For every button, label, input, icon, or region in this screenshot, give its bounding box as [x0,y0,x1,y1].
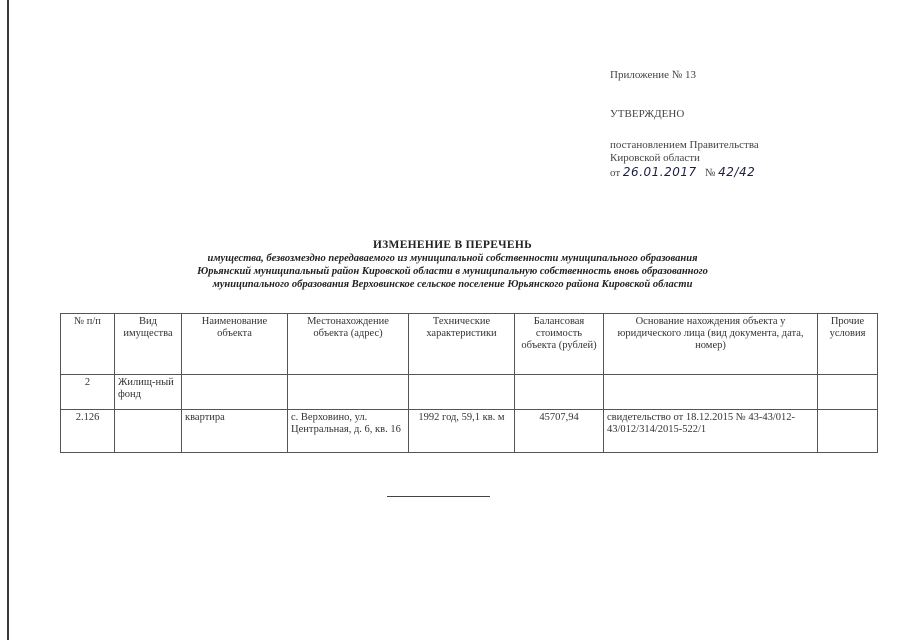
handwritten-number: 42/42 [718,165,756,179]
cell-specs: 1992 год, 59,1 кв. м [409,410,515,453]
cell-kind [115,410,182,453]
cell-empty [604,375,818,410]
table-row [61,375,878,410]
annex-number: Приложение № 13 [610,69,697,81]
property-table [60,313,878,453]
approval-date-line [610,166,755,180]
cell-basis: свидетельство от 18.12.2015 № 43-43/012-43/012/314/2015-522/1 [604,410,818,453]
approval-line-1: постановлением Правительства [610,139,759,151]
cell-value: 45707,94 [515,410,604,453]
title-line-2: Юрьянский муниципальный район Кировской области в муниципальную собственность вновь образованного [197,266,708,277]
cell-empty [182,375,288,410]
header-name: Наименование объекта [182,314,288,375]
approved-stamp-text: УТВЕРЖДЕНО [610,108,685,120]
cell-num: 2.126 [61,410,115,453]
header-num: № п/п [61,314,115,375]
table-row [61,410,878,453]
title-line-1: имущества, безвозмездно передаваемого из муниципальной собственности муниципального образования [207,253,698,264]
number-prefix: № [704,167,716,179]
cell-empty [818,375,878,410]
cell-num: 2 [61,375,115,410]
header-value: Балансовая стоимость объекта (рублей) [515,314,604,375]
document-title [100,239,805,291]
cell-other [818,410,878,453]
cell-address: с. Верховино, ул. Центральная, д. 6, кв. 16 [288,410,409,453]
title-main: ИЗМЕНЕНИЕ В ПЕРЕЧЕНЬ [372,239,533,251]
scan-left-edge [7,0,9,640]
end-divider [387,496,490,497]
header-address: Местонахождение объекта (адрес) [288,314,409,375]
approval-line-2: Кировской области [610,152,700,164]
header-basis: Основание нахождения объекта у юридического лица (вид документа, дата, номер) [604,314,818,375]
table-header-row [61,314,878,375]
cell-empty [288,375,409,410]
header-specs: Технические характеристики [409,314,515,375]
cell-empty [409,375,515,410]
cell-kind: Жилищ-ный фонд [115,375,182,410]
header-kind: Вид имущества [115,314,182,375]
cell-name: квартира [182,410,288,453]
handwritten-date: 26.01.2017 [622,165,697,179]
cell-empty [515,375,604,410]
header-other: Прочие условия [818,314,878,375]
title-line-3: муниципального образования Верховинское сельское поселение Юрьянского района Кировской области [212,279,693,290]
date-prefix: от [610,167,621,179]
